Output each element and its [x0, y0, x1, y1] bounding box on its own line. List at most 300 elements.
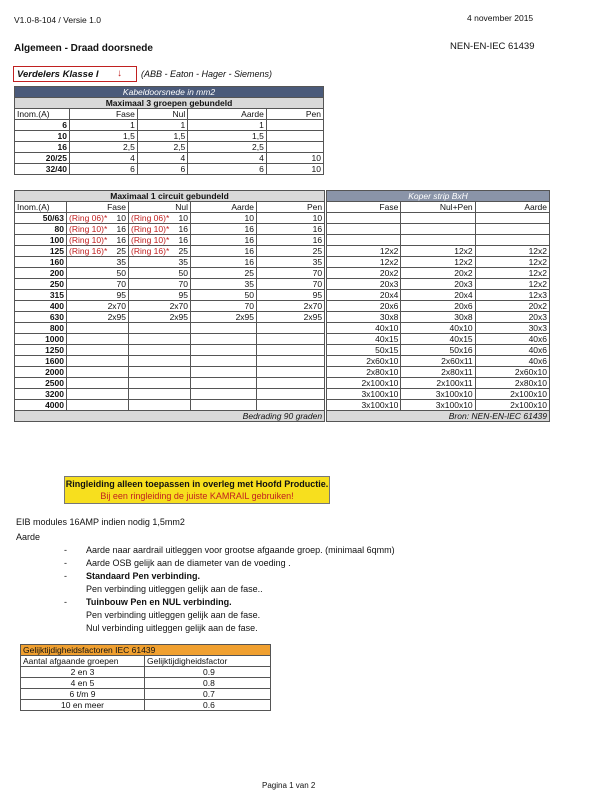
cell: [163, 356, 191, 367]
table-row: [21, 700, 271, 711]
cell: [101, 389, 129, 400]
ringleiding-notice: [64, 476, 330, 504]
norm-label: NEN-EN-IEC 61439: [450, 41, 535, 52]
cell: [129, 312, 163, 323]
cell: (Ring 10)*: [67, 224, 101, 235]
cell: [191, 323, 257, 334]
cell: [129, 345, 163, 356]
class-dropdown-label: Verdelers Klasse I: [17, 69, 99, 80]
cell: 16: [101, 224, 129, 235]
cell: 2,5: [137, 142, 187, 153]
cell: 250: [15, 279, 67, 290]
table-row: [21, 689, 271, 700]
cell: 6 t/m 9: [21, 689, 145, 700]
table-row: [15, 356, 325, 367]
cell: 70: [101, 279, 129, 290]
cell: [257, 389, 325, 400]
cell: [257, 378, 325, 389]
cell: 4: [137, 153, 187, 164]
table-row: [327, 312, 550, 323]
table-row: [15, 312, 325, 323]
notice-line-1: Ringleiding alleen toepassen in overleg met Hoofd Productie.: [65, 479, 329, 489]
table-row: [327, 367, 550, 378]
cell: [257, 323, 325, 334]
cell: 50: [191, 290, 257, 301]
cell: [163, 367, 191, 378]
cell: [67, 268, 101, 279]
cell: 25: [191, 268, 257, 279]
cell: 30x3: [475, 323, 549, 334]
cell: [191, 345, 257, 356]
cell: 10: [266, 153, 323, 164]
cell: 20x6: [401, 301, 475, 312]
cell: 20x3: [401, 279, 475, 290]
bullet-dash-icon: -: [64, 545, 67, 555]
table-row: [15, 345, 325, 356]
cell: [101, 334, 129, 345]
col-header: Fase: [327, 202, 401, 213]
cell: 12x2: [475, 246, 549, 257]
table-row: [15, 257, 325, 268]
cell: 630: [15, 312, 67, 323]
cell: 32/40: [15, 164, 70, 175]
cell: 16: [191, 257, 257, 268]
cell: 95: [257, 290, 325, 301]
cell: [191, 334, 257, 345]
cell: 16: [257, 235, 325, 246]
cell: 3x100x10: [327, 389, 401, 400]
cell: 800: [15, 323, 67, 334]
cell: [129, 257, 163, 268]
cell: 2x60x10: [475, 367, 549, 378]
cell: 80: [15, 224, 67, 235]
cell: 10: [257, 213, 325, 224]
cell: 2x60x11: [401, 356, 475, 367]
cell: 2x100x10: [327, 378, 401, 389]
cell: [191, 400, 257, 411]
cell: 2500: [15, 378, 67, 389]
bullet-text: Nul verbinding uitleggen gelijk aan de fase.: [86, 623, 258, 633]
cell: 2 en 3: [21, 667, 145, 678]
cell: 50x15: [327, 345, 401, 356]
cell: [163, 345, 191, 356]
cell: 70: [257, 268, 325, 279]
cell: [475, 213, 549, 224]
cell: [257, 400, 325, 411]
cell: [163, 323, 191, 334]
cell: 10: [266, 164, 323, 175]
cell: [67, 367, 101, 378]
table-row: [15, 153, 324, 164]
table-row: [327, 356, 550, 367]
table-row: [15, 323, 325, 334]
table-row: [15, 400, 325, 411]
cell: 40x6: [475, 345, 549, 356]
cell: 50: [163, 268, 191, 279]
cell: 10: [101, 213, 129, 224]
cell: 1,5: [137, 131, 187, 142]
cell: [191, 378, 257, 389]
cell: 2x100x10: [475, 389, 549, 400]
cell: 1,5: [188, 131, 267, 142]
cell: 2x80x11: [401, 367, 475, 378]
cell: 35: [101, 257, 129, 268]
cell: [129, 334, 163, 345]
table-row: [327, 279, 550, 290]
cell: 6: [137, 164, 187, 175]
table-row: [327, 257, 550, 268]
cell: 0.7: [145, 689, 271, 700]
cell: 50: [101, 268, 129, 279]
cell: 12x2: [401, 246, 475, 257]
bullet-text: Aarde naar aardrail uitleggen voor grootse afgaande groep. (minimaal 6qmm): [86, 545, 395, 555]
cell: [129, 389, 163, 400]
cell: 16: [191, 224, 257, 235]
cell: [191, 356, 257, 367]
cell: 20x3: [327, 279, 401, 290]
cell: 12x2: [475, 268, 549, 279]
cell: [67, 400, 101, 411]
cell: 40x10: [401, 323, 475, 334]
cell: 1: [188, 120, 267, 131]
cell: [257, 334, 325, 345]
table-row: [15, 378, 325, 389]
cell: 70: [191, 301, 257, 312]
cell: 16: [191, 235, 257, 246]
table-row: [15, 131, 324, 142]
cell: [129, 400, 163, 411]
cell: 35: [191, 279, 257, 290]
cell: 200: [15, 268, 67, 279]
bullet-text: Standaard Pen verbinding.: [86, 571, 201, 581]
cell: 4: [70, 153, 138, 164]
cell: 2x95: [101, 312, 129, 323]
table-row: [327, 235, 550, 246]
version-label: V1.0-8-104 / Versie 1.0: [14, 15, 101, 25]
cell: 2x70: [163, 301, 191, 312]
cell: [129, 268, 163, 279]
cell: 12x2: [401, 257, 475, 268]
cell: 40x15: [327, 334, 401, 345]
cell: 70: [163, 279, 191, 290]
date-label: 4 november 2015: [467, 13, 534, 23]
table-subtitle: Maximaal 3 groepen gebundeld: [15, 98, 324, 109]
table-row: [327, 334, 550, 345]
page-title: Algemeen - Draad doorsnede: [14, 43, 153, 54]
brands-label: (ABB - Eaton - Hager - Siemens): [141, 69, 273, 79]
bullet-dash-icon: -: [64, 597, 67, 607]
cell: [67, 323, 101, 334]
page-number: Pagina 1 van 2: [262, 781, 316, 790]
cell: [67, 356, 101, 367]
cell: 25: [257, 246, 325, 257]
cell: 2x95: [163, 312, 191, 323]
cell: 2x80x10: [327, 367, 401, 378]
bullet-dash-icon: -: [64, 571, 67, 581]
cell: [101, 378, 129, 389]
cell: 10: [15, 131, 70, 142]
cell: 100: [15, 235, 67, 246]
cell: 2000: [15, 367, 67, 378]
cell: (Ring 16)*: [129, 246, 163, 257]
cell: 20x4: [401, 290, 475, 301]
table-row: [15, 334, 325, 345]
cell: [257, 345, 325, 356]
cell: 2x95: [191, 312, 257, 323]
cell: [101, 345, 129, 356]
cell: (Ring 10)*: [129, 224, 163, 235]
koper-footer: Bron: NEN-EN-IEC 61439: [327, 411, 550, 422]
col-header: Nul: [129, 202, 191, 213]
bullet-text: Tuinbouw Pen en NUL verbinding.: [86, 597, 232, 607]
cell: [129, 290, 163, 301]
bullet-text: Pen verbinding uitleggen gelijk aan de fase.: [86, 610, 261, 620]
cell: [129, 356, 163, 367]
cell: 1250: [15, 345, 67, 356]
table-row: [327, 389, 550, 400]
cell: 70: [257, 279, 325, 290]
cell: [163, 334, 191, 345]
cell: [129, 367, 163, 378]
cell: 30x8: [401, 312, 475, 323]
notice-line-2: Bij een ringleiding de juiste KAMRAIL gebruiken!: [100, 491, 294, 501]
bullet-text: Aarde OSB gelijk aan de diameter van de voeding .: [86, 558, 291, 568]
table-row: [327, 268, 550, 279]
cell: 20x2: [327, 268, 401, 279]
col-header: Inom.(A): [15, 109, 70, 120]
bullet-dash-icon: -: [64, 558, 67, 568]
cell: 1: [137, 120, 187, 131]
cell: [67, 257, 101, 268]
col-header: Fase: [70, 109, 138, 120]
cell: 2,5: [70, 142, 138, 153]
table-row: [327, 224, 550, 235]
table-row: [327, 323, 550, 334]
table-row: [327, 400, 550, 411]
cell: 2x70: [101, 301, 129, 312]
table-row: [327, 345, 550, 356]
cell: [67, 312, 101, 323]
cell: [401, 224, 475, 235]
cell: [101, 400, 129, 411]
cell: 12x2: [475, 279, 549, 290]
table-row: [15, 367, 325, 378]
table-row: [15, 279, 325, 290]
cell: 40x6: [475, 334, 549, 345]
cell: 4000: [15, 400, 67, 411]
cell: 20/25: [15, 153, 70, 164]
table-row: [15, 142, 324, 153]
cell: 20x2: [475, 301, 549, 312]
col-header: Aarde: [191, 202, 257, 213]
cell: 95: [101, 290, 129, 301]
cell: 4 en 5: [21, 678, 145, 689]
table-row: [327, 301, 550, 312]
cell: 2x60x10: [327, 356, 401, 367]
col-header: Inom.(A): [15, 202, 67, 213]
cell: [475, 224, 549, 235]
cell: [67, 279, 101, 290]
cell: (Ring 06)*: [129, 213, 163, 224]
cell: [129, 279, 163, 290]
cell: (Ring 10)*: [67, 235, 101, 246]
cell: 16: [163, 224, 191, 235]
table-row: [15, 235, 325, 246]
table-row: [327, 290, 550, 301]
cell: [191, 367, 257, 378]
koper-strip-table: [326, 190, 550, 422]
col-header: Nul+Pen: [401, 202, 475, 213]
cell: 20x4: [327, 290, 401, 301]
cell: 40x6: [475, 356, 549, 367]
col-header: Fase: [67, 202, 129, 213]
table-row: [327, 246, 550, 257]
table-row: [15, 389, 325, 400]
cell: [257, 356, 325, 367]
col-header: Nul: [137, 109, 187, 120]
cell: 20x6: [327, 301, 401, 312]
cell: 1000: [15, 334, 67, 345]
col-header: Aarde: [188, 109, 267, 120]
cell: [327, 224, 401, 235]
cell: 4: [188, 153, 267, 164]
col-header: Pen: [257, 202, 325, 213]
class-dropdown[interactable]: [13, 66, 137, 82]
cell: 3200: [15, 389, 67, 400]
cell: 6: [70, 164, 138, 175]
cell: 3x100x10: [327, 400, 401, 411]
cell: [327, 213, 401, 224]
table-title: Kabeldoorsnede in mm2: [15, 87, 324, 98]
table-row: [21, 667, 271, 678]
cell: (Ring 06)*: [67, 213, 101, 224]
cell: [266, 120, 323, 131]
koper-title: Koper strip BxH: [327, 191, 550, 202]
cell: 3x100x10: [401, 400, 475, 411]
cell: (Ring 10)*: [129, 235, 163, 246]
cell: 20x3: [475, 312, 549, 323]
table-row: [15, 213, 325, 224]
cell: 12x2: [327, 246, 401, 257]
table-row: [15, 224, 325, 235]
cable-table-1-circuit: [14, 190, 325, 422]
cell: 2x95: [257, 312, 325, 323]
cell: 25: [163, 246, 191, 257]
cell: 12x2: [475, 257, 549, 268]
cell: [101, 323, 129, 334]
cell: [401, 235, 475, 246]
cell: [163, 400, 191, 411]
cell: 12x3: [475, 290, 549, 301]
cell: [327, 235, 401, 246]
cell: [191, 389, 257, 400]
table-row: [15, 246, 325, 257]
cell: 30x8: [327, 312, 401, 323]
cell: [129, 378, 163, 389]
cell: [475, 235, 549, 246]
cell: [129, 301, 163, 312]
table-row: [15, 120, 324, 131]
cell: 35: [163, 257, 191, 268]
table-row: [327, 378, 550, 389]
cell: [266, 142, 323, 153]
cell: 16: [101, 235, 129, 246]
bullet-text: Pen verbinding uitleggen gelijk aan de fase..: [86, 584, 263, 594]
cell: [67, 301, 101, 312]
table-row: [15, 268, 325, 279]
factor-table: [20, 644, 271, 711]
cable-table-3-groups: [14, 86, 324, 175]
eib-line: EIB modules 16AMP indien nodig 1,5mm2: [16, 517, 185, 527]
col-header: Pen: [266, 109, 323, 120]
cell: 25: [101, 246, 129, 257]
cell: 2x70: [257, 301, 325, 312]
cell: 1,5: [70, 131, 138, 142]
cell: 6: [188, 164, 267, 175]
cell: [129, 323, 163, 334]
cell: 3x100x10: [401, 389, 475, 400]
cell: [67, 389, 101, 400]
cell: 16: [257, 224, 325, 235]
cell: 160: [15, 257, 67, 268]
table-footer: Bedrading 90 graden: [15, 411, 325, 422]
table-row: [21, 678, 271, 689]
cell: 40x15: [401, 334, 475, 345]
cell: [266, 131, 323, 142]
cell: 95: [163, 290, 191, 301]
cell: 50/63: [15, 213, 67, 224]
cell: [67, 345, 101, 356]
cell: 16: [15, 142, 70, 153]
cell: [101, 356, 129, 367]
cell: [67, 290, 101, 301]
cell: 6: [15, 120, 70, 131]
cell: 2x100x11: [401, 378, 475, 389]
factor-title: Gelijktijdigheidsfactoren IEC 61439: [21, 645, 271, 656]
cell: 10: [163, 213, 191, 224]
cell: 2x80x10: [475, 378, 549, 389]
cell: 2x100x10: [475, 400, 549, 411]
cell: [67, 378, 101, 389]
cell: [101, 367, 129, 378]
cell: 1: [70, 120, 138, 131]
cell: 1600: [15, 356, 67, 367]
cell: [163, 378, 191, 389]
col-header: Aantal afgaande groepen: [21, 656, 145, 667]
cell: 0.8: [145, 678, 271, 689]
cell: 315: [15, 290, 67, 301]
chevron-down-icon: ↓: [117, 68, 122, 79]
cell: 0.6: [145, 700, 271, 711]
col-header: Aarde: [475, 202, 549, 213]
table-subtitle: Maximaal 1 circuit gebundeld: [15, 191, 325, 202]
cell: (Ring 16)*: [67, 246, 101, 257]
cell: 50x16: [401, 345, 475, 356]
table-row: [15, 290, 325, 301]
cell: 0.9: [145, 667, 271, 678]
table-row: [327, 213, 550, 224]
cell: 16: [191, 246, 257, 257]
cell: 12x2: [327, 257, 401, 268]
cell: [163, 389, 191, 400]
aarde-heading: Aarde: [16, 532, 41, 542]
table-row: [15, 301, 325, 312]
cell: 20x2: [401, 268, 475, 279]
cell: [67, 334, 101, 345]
cell: 125: [15, 246, 67, 257]
cell: 35: [257, 257, 325, 268]
cell: 40x10: [327, 323, 401, 334]
